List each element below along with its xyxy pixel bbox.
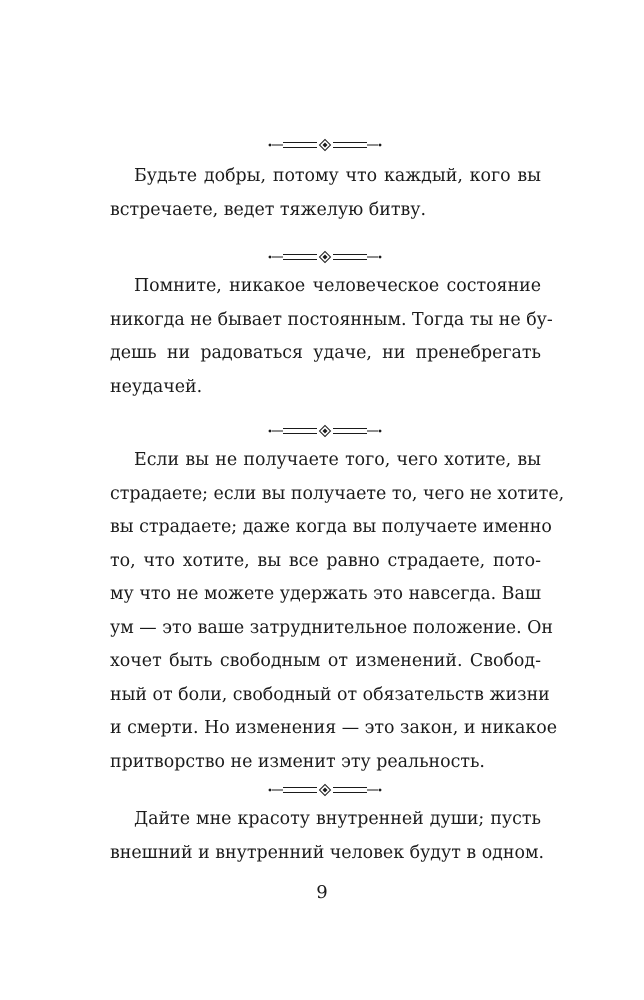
quote-line: притворство не изменит эту реальность. [110,751,485,772]
quote-4 [110,803,545,870]
quote-line: ный от боли, свободный от обязательств жизни [110,684,550,705]
quote-line: страдаете; если вы получаете то, чего не хотите, [110,483,565,504]
quote-line: хочет быть свободным от изменений. Свобод- [110,651,541,671]
page-number: 9 [316,882,328,903]
quote-line: ум — это ваше затруднительное положение. Он [110,617,553,638]
quote-line: дешь ни радоваться удаче, ни пренебрегать [110,343,541,363]
quote-2 [110,270,553,404]
quote-line: Если вы не получаете того, чего хотите, вы [134,450,541,470]
diamond-divider-icon [267,138,383,152]
quote-1 [110,160,541,227]
diamond-divider-icon [267,250,383,264]
quote-line: му что не можете удержать это навсегда. Ваш [110,584,541,604]
quote-line: неудачей. [110,376,203,397]
quote-line: вы страдаете; даже когда вы получаете именно [110,517,552,537]
quote-line: встречаете, ведет тяжелую битву. [110,199,426,220]
quote-line: Дайте мне красоту внутренней души; пусть [134,809,541,829]
quote-line: внешний и внутренний человек будут в одном. [110,842,545,863]
diamond-divider-icon [267,424,383,438]
quote-line: Помните, никакое человеческое состояние [134,276,541,296]
quote-line: то, что хотите, вы все равно страдаете, пото- [110,550,541,571]
quote-line: и смерти. Но изменения — это закон, и никакое [110,718,557,738]
quote-line: Будьте добры, потому что каждый, кого вы [134,166,541,186]
diamond-divider-icon [267,783,383,797]
quote-line: никогда не бывает постоянным. Тогда ты не бу- [110,309,553,330]
quote-3 [110,444,565,779]
